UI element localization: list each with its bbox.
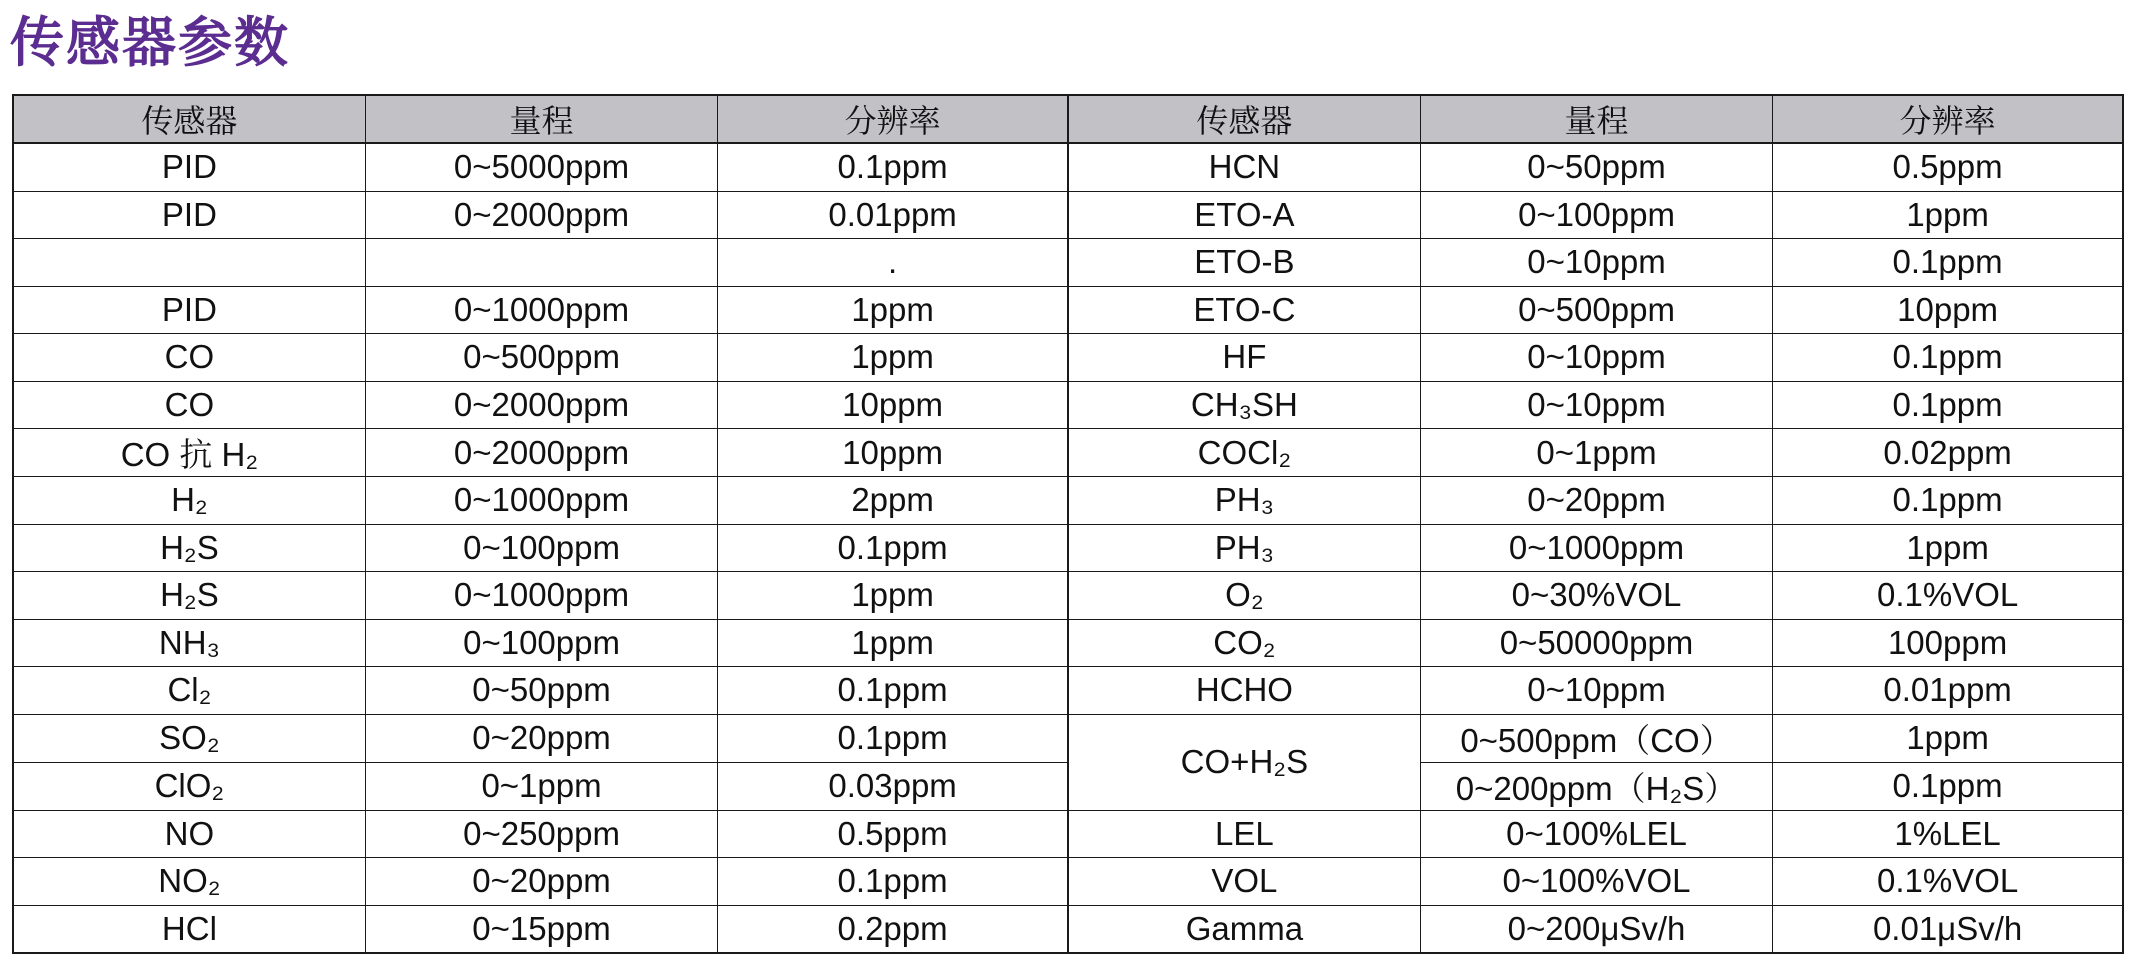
sensor-cell: NO₂ [13,858,365,906]
range-cell: 0~1000ppm [365,572,717,620]
table-row [13,858,2123,906]
header-resolution: 分辨率 [1773,95,2123,143]
resolution-cell: 0.5ppm [718,810,1068,858]
sensor-cell: CO [13,381,365,429]
resolution-cell: 0.1ppm [1773,334,2123,382]
header-range: 量程 [365,95,717,143]
sensor-cell: H₂S [13,572,365,620]
range-cell: 0~500ppm [1420,286,1772,334]
resolution-cell: 0.5ppm [1773,143,2123,191]
sensor-cell: ETO-C [1068,286,1420,334]
range-cell: 0~50ppm [365,667,717,715]
sensor-cell: CO+H₂S [1068,714,1420,810]
resolution-cell: . [718,239,1068,287]
range-cell: 0~100ppm [1420,191,1772,239]
sensor-cell: VOL [1068,858,1420,906]
table-row [13,286,2123,334]
sensor-cell: PH₃ [1068,524,1420,572]
sensor-cell: SO₂ [13,714,365,762]
sensor-cell: NO [13,810,365,858]
resolution-cell: 1ppm [1773,524,2123,572]
table-row [13,619,2123,667]
resolution-cell: 0.1ppm [718,524,1068,572]
table-row [13,381,2123,429]
sensor-cell: H₂ [13,477,365,525]
resolution-cell: 0.03ppm [718,762,1068,810]
header-sensor: 传感器 [13,95,365,143]
sensor-cell: HCl [13,905,365,953]
sensor-cell: HF [1068,334,1420,382]
sensor-cell: HCHO [1068,667,1420,715]
resolution-cell: 0.01ppm [718,191,1068,239]
range-cell: 0~10ppm [1420,334,1772,382]
resolution-cell: 1%LEL [1773,810,2123,858]
resolution-cell: 10ppm [718,381,1068,429]
table-row [13,239,2123,287]
range-cell: 0~1000ppm [365,286,717,334]
sensor-cell: O₂ [1068,572,1420,620]
resolution-cell: 1ppm [1773,714,2123,762]
sensor-cell [13,239,365,287]
range-cell: 0~50000ppm [1420,619,1772,667]
resolution-cell: 0.1%VOL [1773,572,2123,620]
range-cell: 0~200ppm（H₂S） [1420,762,1772,810]
sensor-cell: CH₃SH [1068,381,1420,429]
range-cell: 0~250ppm [365,810,717,858]
range-cell [365,239,717,287]
sensor-cell: PID [13,286,365,334]
range-cell: 0~2000ppm [365,191,717,239]
resolution-cell: 0.1ppm [718,858,1068,906]
range-cell: 0~1000ppm [1420,524,1772,572]
range-cell: 0~100%VOL [1420,858,1772,906]
sensor-parameters-table [12,94,2124,954]
sensor-cell: COCl₂ [1068,429,1420,477]
sensor-cell: ETO-B [1068,239,1420,287]
range-cell: 0~20ppm [365,714,717,762]
resolution-cell: 2ppm [718,477,1068,525]
sensor-cell: PID [13,143,365,191]
sensor-cell: HCN [1068,143,1420,191]
sensor-cell: NH₃ [13,619,365,667]
range-cell: 0~20ppm [365,858,717,906]
resolution-cell: 0.01μSv/h [1773,905,2123,953]
range-cell: 0~50ppm [1420,143,1772,191]
header-range: 量程 [1420,95,1772,143]
resolution-cell: 0.1ppm [718,667,1068,715]
table-header-row [13,95,2123,143]
table-row [13,191,2123,239]
range-cell: 0~30%VOL [1420,572,1772,620]
table-row [13,905,2123,953]
resolution-cell: 1ppm [718,572,1068,620]
range-cell: 0~100ppm [365,619,717,667]
range-cell: 0~5000ppm [365,143,717,191]
resolution-cell: 0.1ppm [718,143,1068,191]
sensor-cell: CO [13,334,365,382]
header-resolution: 分辨率 [718,95,1068,143]
sensor-cell: PID [13,191,365,239]
sensor-cell: ClO₂ [13,762,365,810]
resolution-cell: 0.1%VOL [1773,858,2123,906]
resolution-cell: 0.02ppm [1773,429,2123,477]
range-cell: 0~10ppm [1420,239,1772,287]
resolution-cell: 1ppm [718,286,1068,334]
range-cell: 0~1ppm [365,762,717,810]
resolution-cell: 100ppm [1773,619,2123,667]
sensor-cell: ETO-A [1068,191,1420,239]
table-row [13,143,2123,191]
resolution-cell: 0.1ppm [1773,381,2123,429]
resolution-cell: 0.2ppm [718,905,1068,953]
range-cell: 0~20ppm [1420,477,1772,525]
resolution-cell: 0.01ppm [1773,667,2123,715]
range-cell: 0~500ppm（CO） [1420,714,1772,762]
range-cell: 0~2000ppm [365,429,717,477]
range-cell: 0~1ppm [1420,429,1772,477]
page-title: 传感器参数 [10,11,290,74]
sensor-cell: H₂S [13,524,365,572]
table-row [13,477,2123,525]
resolution-cell: 10ppm [1773,286,2123,334]
table-row [13,524,2123,572]
range-cell: 0~100%LEL [1420,810,1772,858]
range-cell: 0~1000ppm [365,477,717,525]
range-cell: 0~100ppm [365,524,717,572]
range-cell: 0~10ppm [1420,667,1772,715]
table-row [13,667,2123,715]
sensor-cell: Cl₂ [13,667,365,715]
range-cell: 0~15ppm [365,905,717,953]
range-cell: 0~200μSv/h [1420,905,1772,953]
resolution-cell: 0.1ppm [1773,239,2123,287]
resolution-cell: 1ppm [718,334,1068,382]
resolution-cell: 0.1ppm [1773,762,2123,810]
resolution-cell: 1ppm [1773,191,2123,239]
resolution-cell: 10ppm [718,429,1068,477]
range-cell: 0~500ppm [365,334,717,382]
sensor-cell: LEL [1068,810,1420,858]
resolution-cell: 1ppm [718,619,1068,667]
table-row [13,714,2123,762]
table-row [13,810,2123,858]
header-sensor: 传感器 [1068,95,1420,143]
table-row [13,334,2123,382]
table-row [13,572,2123,620]
sensor-cell: PH₃ [1068,477,1420,525]
sensor-cell: CO₂ [1068,619,1420,667]
sensor-cell: Gamma [1068,905,1420,953]
resolution-cell: 0.1ppm [718,714,1068,762]
range-cell: 0~10ppm [1420,381,1772,429]
sensor-cell: CO 抗 H₂ [13,429,365,477]
range-cell: 0~2000ppm [365,381,717,429]
resolution-cell: 0.1ppm [1773,477,2123,525]
table-row [13,429,2123,477]
